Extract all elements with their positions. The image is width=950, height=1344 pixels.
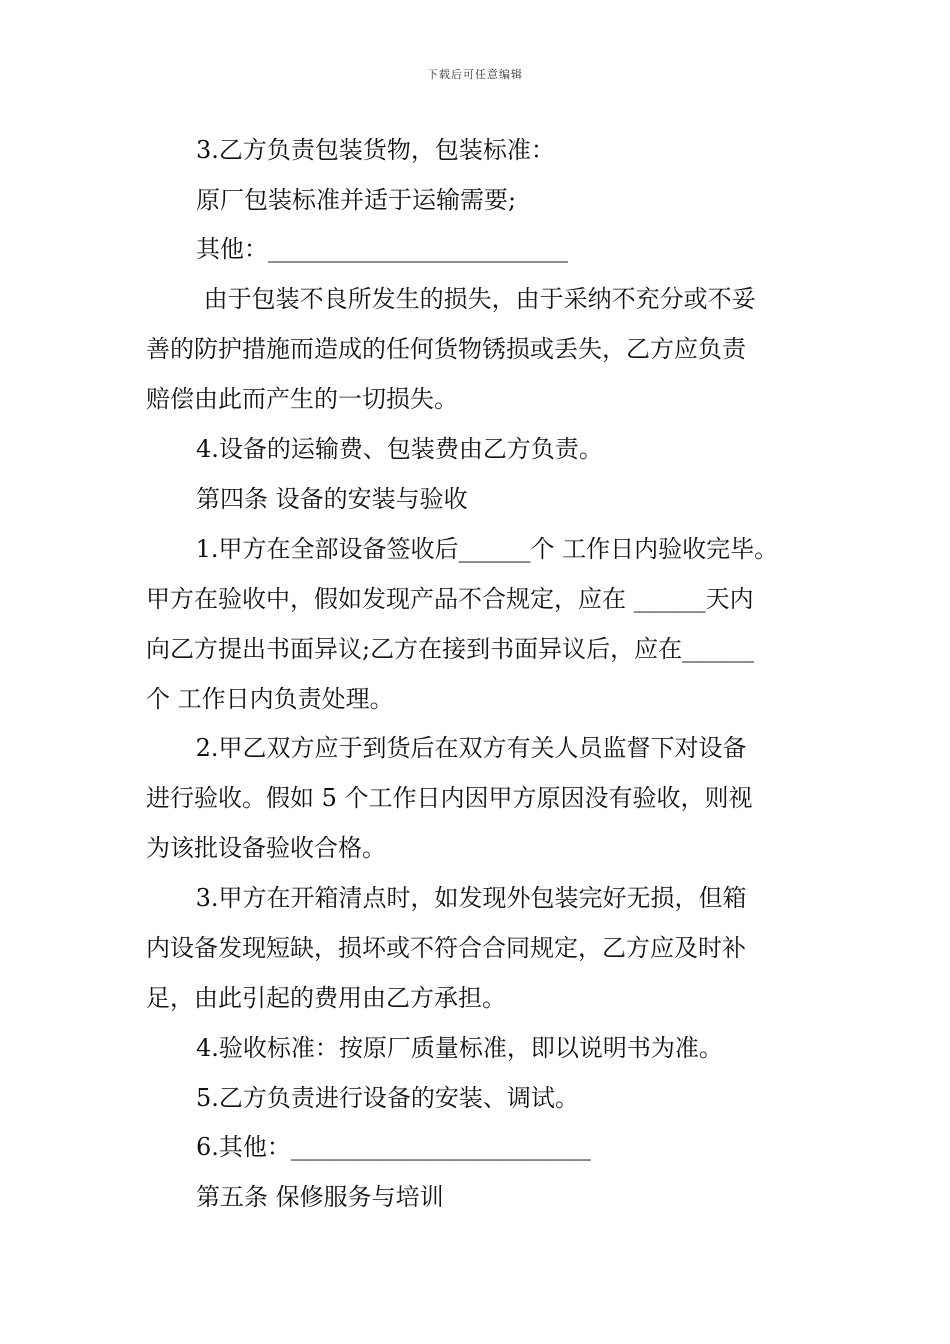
text-line: 为该批设备验收合格。 (146, 834, 386, 862)
text-line: 甲方在验收中，假如发现产品不合规定，应在 ______天内 (146, 585, 754, 613)
text-line: 善的防护措施而造成的任何货物锈损或丢失，乙方应负责 (146, 335, 746, 363)
text-line: 4.设备的运输费、包装费由乙方负责。 (196, 435, 603, 463)
text-line: 内设备发现短缺，损坏或不符合合同规定，乙方应及时补 (146, 934, 746, 962)
text-line: 3.乙方负责包装货物，包装标准： (196, 136, 555, 164)
text-line: 1.甲方在全部设备签收后______个 工作日内验收完毕。 (188, 535, 779, 563)
text-line: 4.验收标准：按原厂质量标准，即以说明书为准。 (196, 1034, 723, 1062)
text-line: 由于包装不良所发生的损失，由于采纳不充分或不妥 (196, 285, 756, 313)
section-heading: 第五条 保修服务与培训 (196, 1183, 444, 1211)
text-line: 进行验收。假如 5 个工作日内因甲方原因没有验收，则视 (146, 784, 753, 812)
text-line: 个 工作日内负责处理。 (146, 685, 394, 713)
text-line: 6.其他：_________________________ (196, 1133, 591, 1161)
text-line: 其他：_________________________ (196, 235, 568, 263)
section-heading: 第四条 设备的安装与验收 (196, 485, 468, 513)
text-line: 足，由此引起的费用由乙方承担。 (146, 984, 506, 1012)
text-line: 原厂包装标准并适于运输需要; (196, 186, 517, 214)
text-line: 向乙方提出书面异议;乙方在接到书面异议后，应在______ (146, 635, 755, 663)
text-line: 2.甲乙双方应于到货后在双方有关人员监督下对设备 (188, 734, 747, 762)
text-line: 3.甲方在开箱清点时，如发现外包装完好无损，但箱 (188, 884, 747, 912)
text-line: 赔偿由此而产生的一切损失。 (146, 385, 458, 413)
text-line: 5.乙方负责进行设备的安装、调试。 (196, 1084, 579, 1112)
page-header: 下载后可任意编辑 (427, 68, 523, 81)
